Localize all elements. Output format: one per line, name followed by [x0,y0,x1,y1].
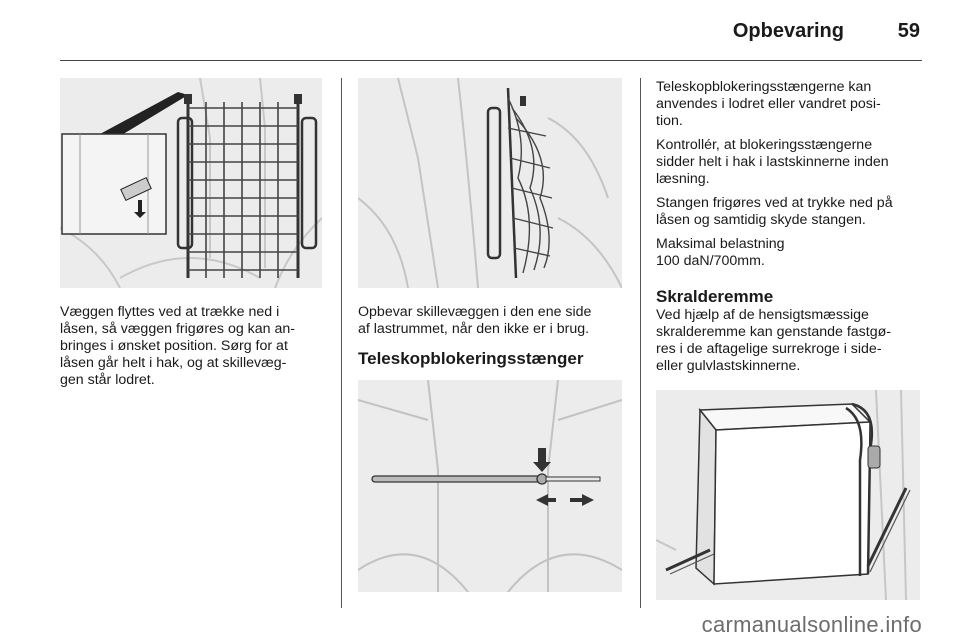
section-title: Opbevaring [732,20,844,42]
figure-ratchet-strap [656,390,920,600]
paragraph-line: sidder helt i hak i lastskinnerne inden [656,154,889,170]
caption-2 [358,304,591,338]
caption-line: Opbevar skillevæggen i den ene side [358,304,592,320]
paragraph-line: eller gulvlastskinnerne. [656,358,801,374]
cargo-net-illustration [60,78,322,288]
page-number: 59 [897,20,920,42]
paragraph-check [656,137,889,188]
page-header [60,14,922,48]
heading-ratchet-straps: Skralderemme [656,287,774,306]
figure-stowed-partition [358,78,622,288]
paragraph-usage [656,79,881,130]
caption-line: låsen går helt i hak, og at skillevæg- [60,355,287,371]
telescopic-bar-illustration [358,380,622,592]
column-divider-2 [640,78,641,608]
paragraph-line: læsning. [656,171,710,187]
caption-line: Væggen flyttes ved at trække ned i [60,304,280,320]
paragraph-line: anvendes i lodret eller vandret posi- [656,96,881,112]
ratchet-strap-illustration [656,390,920,600]
paragraph-line: Ved hjælp af de hensigtsmæssige [656,307,869,323]
paragraph-line: tion. [656,113,683,129]
paragraph-line: res i de aftagelige surrekroge i side- [656,341,882,357]
paragraph-line: Teleskopblokeringsstængerne kan [656,79,872,95]
paragraph-release [656,195,893,229]
paragraph-line: skralderemme kan genstande fastgø- [656,324,891,340]
paragraph-line: Maksimal belastning [656,236,785,252]
heading-telescopic-bars: Teleskopblokeringsstænger [358,349,584,368]
watermark: carmanualsonline.info [701,612,922,637]
caption-1 [60,304,295,389]
caption-line: låsen, så væggen frigøres og kan an- [60,321,296,337]
paragraph-straps [656,307,891,375]
paragraph-line: Kontrollér, at blokeringsstængerne [656,137,873,153]
figure-cargo-net [60,78,322,288]
caption-line: af lastrummet, når den ikke er i brug. [358,321,590,337]
caption-line: gen står lodret. [60,372,155,388]
paragraph-line: låsen og samtidig skyde stangen. [656,212,866,228]
column-divider-1 [341,78,342,608]
paragraph-line: 100 daN/700mm. [656,253,765,269]
caption-line: bringes i ønsket position. Sørg for at [60,338,288,354]
paragraph-line: Stangen frigøres ved at trykke ned på [656,195,893,211]
header-rule [60,60,922,61]
figure-telescopic-bar [358,380,622,592]
paragraph-max-load [656,236,785,270]
stowed-partition-illustration [358,78,622,288]
